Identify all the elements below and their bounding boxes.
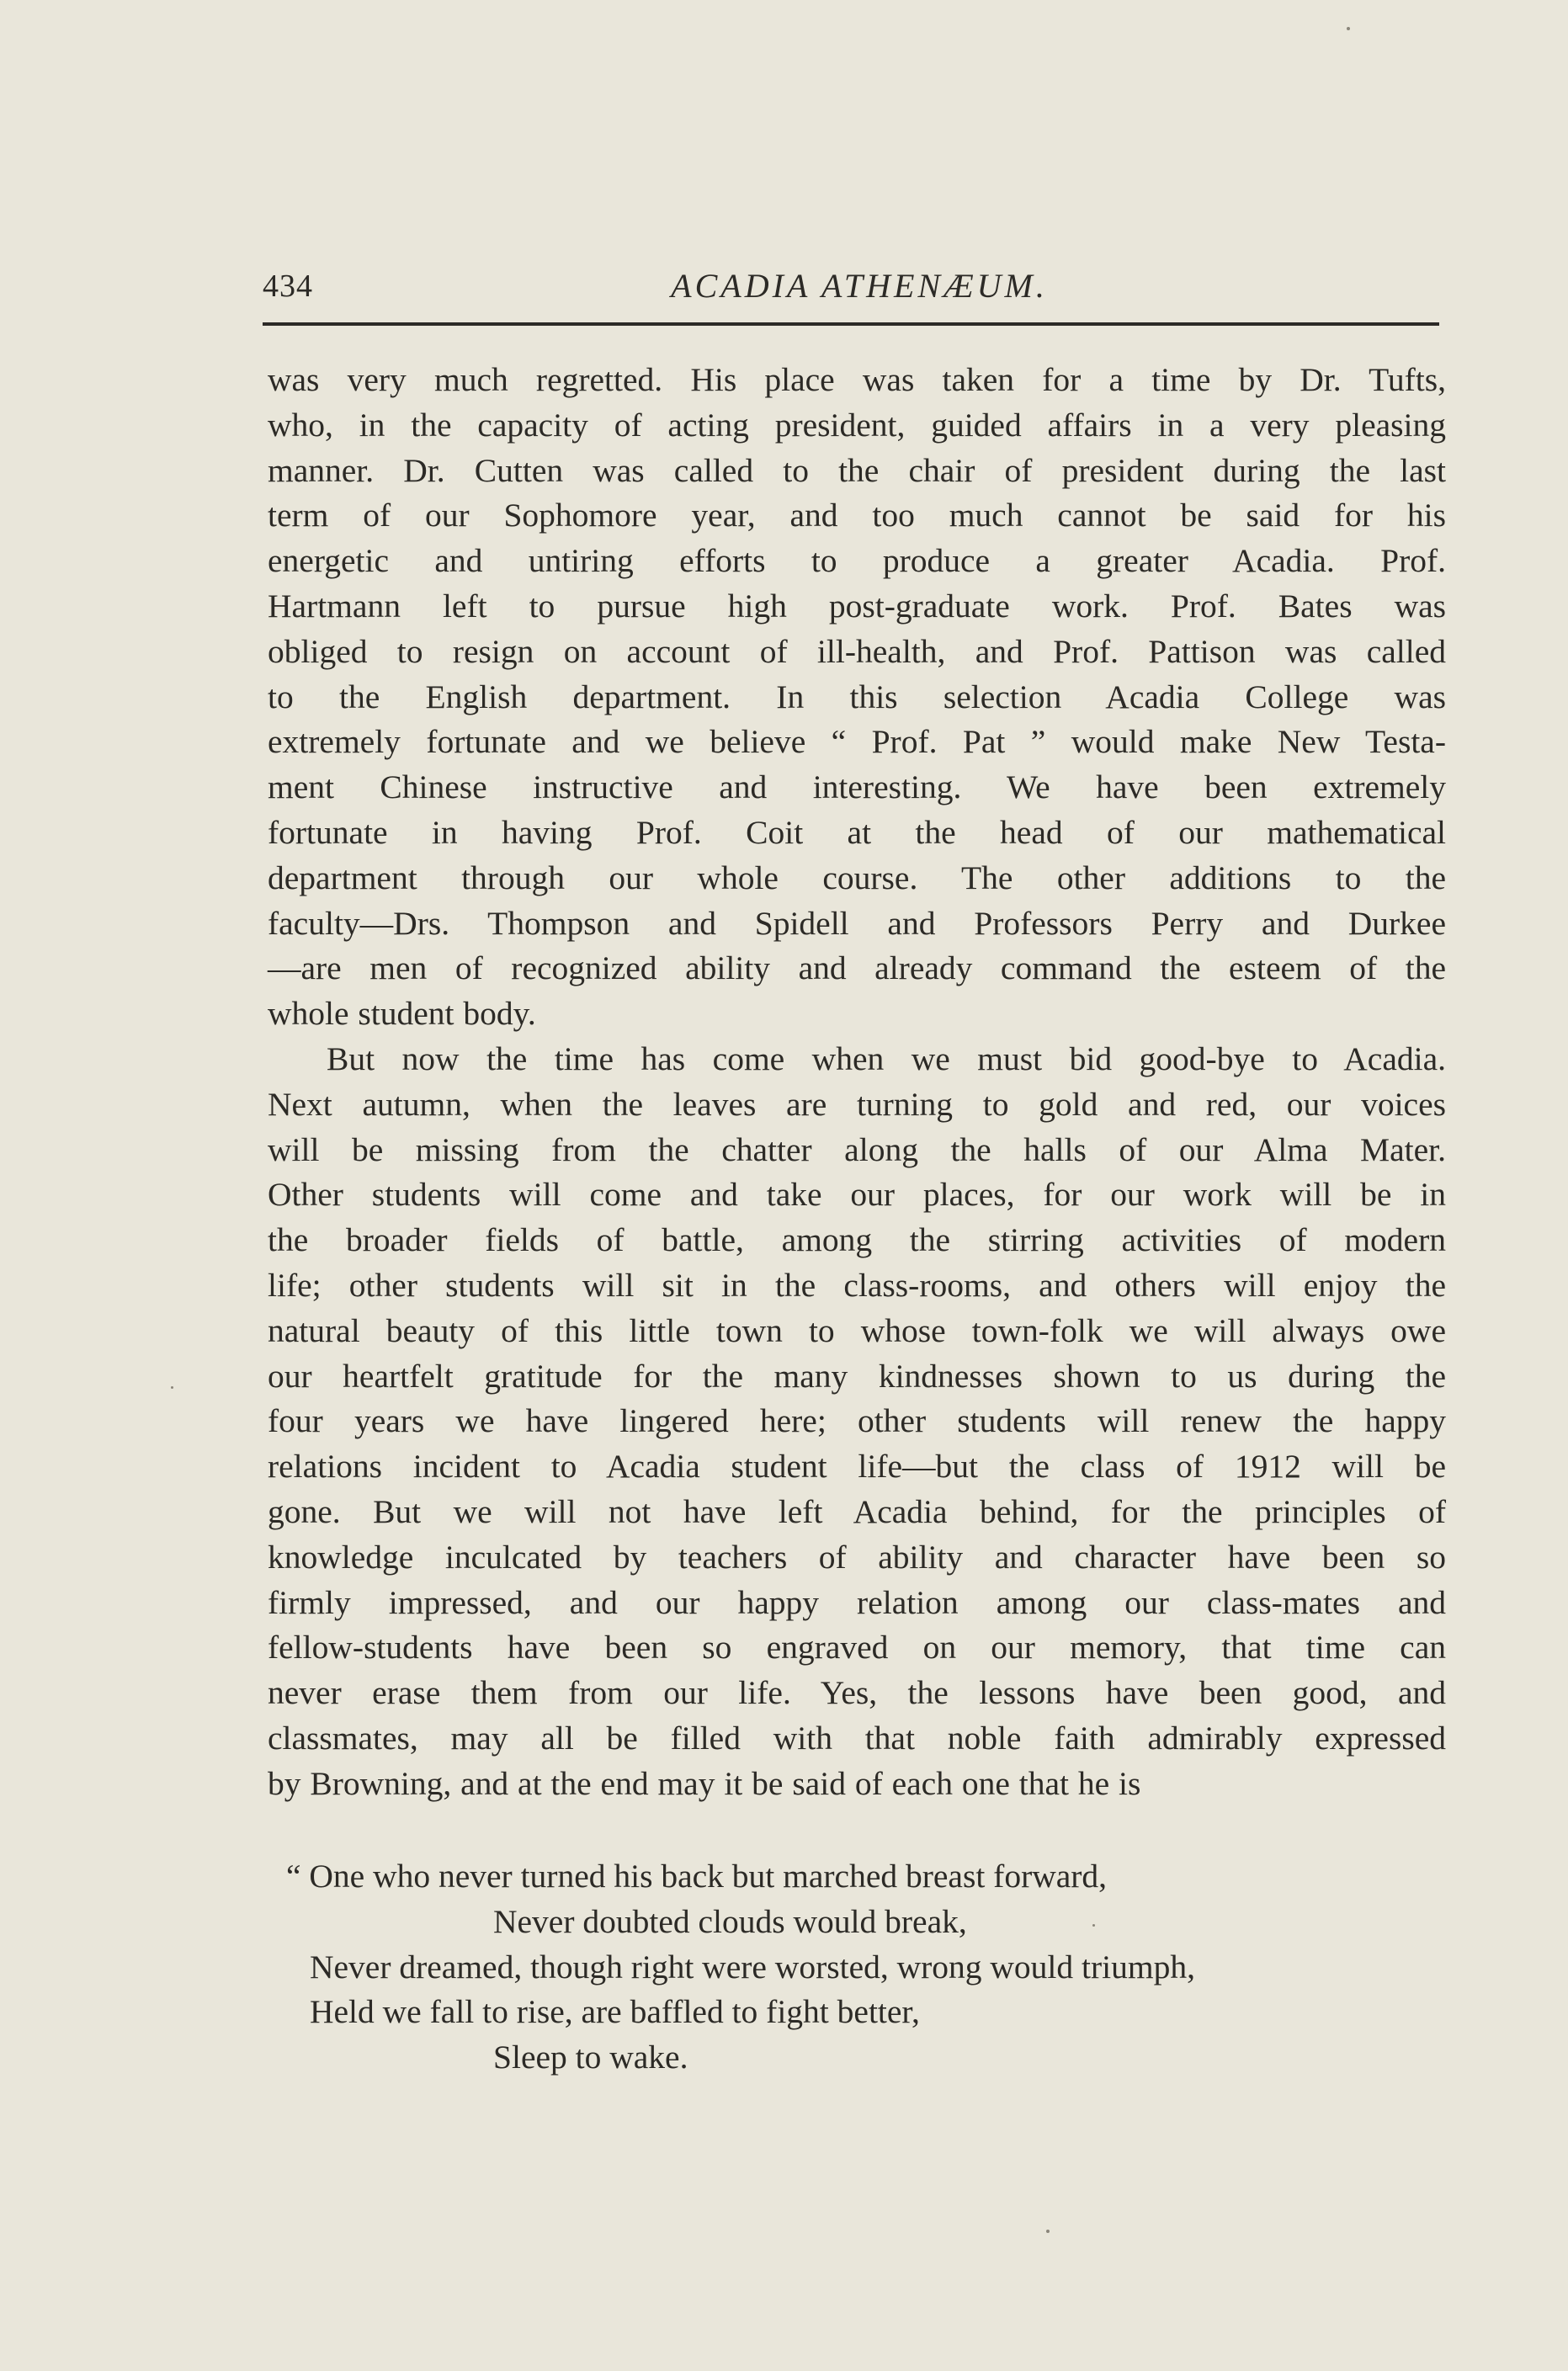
text-line: ment Chinese instructive and interesting. We have been extremely: [268, 768, 1446, 806]
text-line: whole student body.: [268, 995, 536, 1033]
header-rule: [263, 322, 1439, 326]
text-line: fortunate in having Prof. Coit at the head of our mathematical: [268, 813, 1446, 851]
text-line: faculty—Drs. Thompson and Spidell and Professors Perry and Durkee: [268, 904, 1446, 942]
text-line: never erase them from our life. Yes, the lessons have been good, and: [268, 1674, 1446, 1712]
poem-line: Held we fall to rise, are baffled to fight better,: [310, 1993, 920, 2031]
text-line: fellow-students have been so engraved on our memory, that time can: [268, 1629, 1446, 1667]
text-line: firmly impressed, and our happy relation among our class-mates and: [268, 1583, 1446, 1621]
text-line: Hartmann left to pursue high post-graduate work. Prof. Bates was: [268, 587, 1446, 625]
text-line: Other students will come and take our places, for our work will be in: [268, 1176, 1446, 1214]
text-line: to the English department. In this selection Acadia College was: [268, 678, 1446, 715]
text-line: four years we have lingered here; other students will renew the happy: [268, 1402, 1446, 1440]
text-line: knowledge inculcated by teachers of ability and character have been so: [268, 1538, 1446, 1576]
paper-speck: [1092, 1924, 1095, 1927]
page-number: 434: [263, 268, 313, 304]
paper-speck: [1347, 27, 1350, 30]
body-text: [268, 358, 1446, 1807]
text-line: the broader fields of battle, among the stirring activities of modern: [268, 1221, 1446, 1259]
paper-speck: [1046, 2230, 1050, 2233]
text-line: was very much regretted. His place was taken for a time by Dr. Tufts,: [268, 361, 1446, 398]
text-line: manner. Dr. Cutten was called to the chair of president during the last: [268, 451, 1446, 489]
text-line: term of our Sophomore year, and too much cannot be said for his: [268, 497, 1446, 534]
paragraph-2: [268, 1037, 1446, 1807]
text-line: —are men of recognized ability and already command the esteem of the: [268, 949, 1446, 987]
text-line: who, in the capacity of acting president, guided affairs in a very pleasing: [268, 406, 1446, 444]
text-line: relations incident to Acadia student life—but the class of 1912 will be: [268, 1448, 1446, 1486]
text-line: obliged to resign on account of ill-health, and Prof. Pattison was called: [268, 632, 1446, 670]
paper-speck: [171, 1386, 173, 1389]
journal-title: ACADIA ATHENÆUM.: [671, 267, 1048, 305]
poem-line: Never doubted clouds would break,: [493, 1902, 967, 1940]
text-line: department through our whole course. The other additions to the: [268, 859, 1446, 896]
text-line: by Browning, and at the end may it be said of each one that he is: [268, 1764, 1141, 1802]
text-line: But now the time has come when we must bid good-bye to Acadia.: [327, 1039, 1446, 1077]
text-line: life; other students will sit in the class-rooms, and others will enjoy the: [268, 1266, 1446, 1304]
text-line: our heartfelt gratitude for the many kindnesses shown to us during the: [268, 1357, 1446, 1395]
text-line: extremely fortunate and we believe “ Prof. Pat ” would make New Testa-: [268, 723, 1446, 761]
text-line: energetic and untiring efforts to produce a greater Acadia. Prof.: [268, 542, 1446, 580]
text-line: gone. But we will not have left Acadia behind, for the principles of: [268, 1492, 1446, 1530]
paragraph-1: [268, 358, 1446, 1037]
poem-line: Sleep to wake.: [493, 2039, 688, 2076]
text-line: classmates, may all be filled with that noble faith admirably expressed: [268, 1719, 1446, 1757]
poem-quotation: [268, 1854, 1446, 2081]
text-line: Next autumn, when the leaves are turning to gold and red, our voices: [268, 1085, 1446, 1123]
text-line: natural beauty of this little town to whose town-folk we will always owe: [268, 1311, 1446, 1349]
text-line: will be missing from the chatter along the halls of our Alma Mater.: [268, 1130, 1446, 1168]
poem-line: Never dreamed, though right were worsted, wrong would triumph,: [310, 1948, 1195, 1986]
poem-line: “ One who never turned his back but marched breast forward,: [286, 1858, 1108, 1895]
running-head: [263, 261, 1439, 311]
